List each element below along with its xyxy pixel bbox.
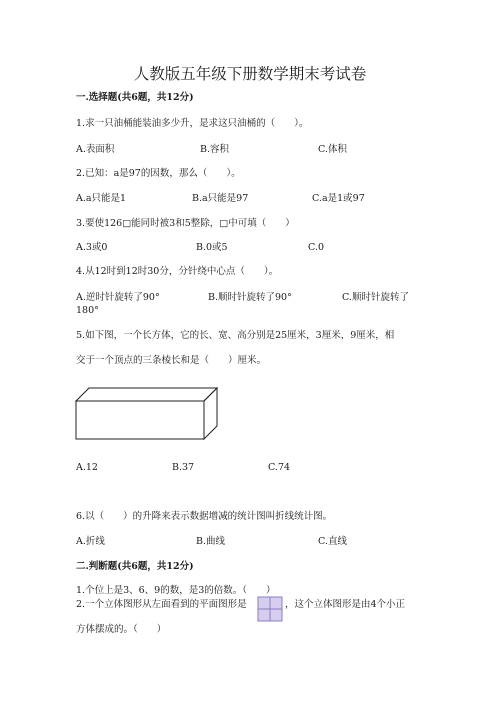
question-stem: 3.要使126□能同时被3和5整除，□中可填（ ） (76, 218, 295, 229)
option-a: A.表面积 (76, 144, 115, 155)
question-stem: 1.个位上是3、6、9的数，是3的倍数。（ ） (76, 585, 276, 596)
option-b: B.37 (172, 462, 195, 473)
question-stem: 2.一个立体图形从左面看到的平面图形是 (76, 599, 247, 610)
option-c-continued: 180° (76, 305, 99, 316)
cuboid-top-face (76, 388, 217, 401)
option-c: C.74 (268, 462, 291, 473)
option-c: C.a是1或97 (312, 193, 365, 204)
option-b: B.顺时针旋转了90° (208, 292, 292, 303)
left-view-grid-figure (257, 596, 283, 622)
option-a: A.12 (76, 462, 98, 473)
option-a: A.折线 (76, 536, 105, 547)
option-c: C.体积 (318, 144, 347, 155)
question-stem: 6.以（ ）的升降来表示数据增减的统计图叫折线统计图。 (76, 511, 333, 522)
question-stem-line2: 交于一个顶点的三条棱长和是（ ）厘米。 (76, 355, 267, 366)
option-a: A.a只能是1 (76, 193, 127, 204)
question-stem: 2.已知：a是97的因数，那么（ ）。 (76, 168, 241, 179)
section-heading-judgement: 二.判断题(共6题，共12分) (76, 561, 194, 572)
question-stem-continued: ，这个立体图形是由4个小正 (285, 599, 406, 610)
option-a: A.逆时针旋转了90° (76, 292, 160, 303)
section-heading-choice: 一.选择题(共6题，共12分) (76, 92, 194, 103)
cuboid-figure (70, 384, 220, 442)
cuboid-side-face (204, 388, 217, 439)
option-b: B.0或5 (196, 242, 228, 253)
page-title: 人教版五年级下册数学期末考试卷 (133, 65, 367, 83)
option-c: C.顺时针旋转了 (342, 292, 409, 303)
option-b: B.容积 (200, 144, 230, 155)
cuboid-front-face (76, 401, 204, 439)
question-stem: 1.求一只油桶能装油多少升，是求这只油桶的（ ）。 (76, 118, 309, 129)
question-stem-line2: 方体摆成的。（ ） (76, 624, 167, 635)
question-stem: 5.如下图，一个长方体，它的长、宽、高分别是25厘米，3厘米，9厘米，相 (76, 330, 395, 341)
option-c: C.直线 (318, 536, 347, 547)
question-stem: 4.从12时到12时30分，分针绕中心点（ ）。 (76, 266, 279, 277)
option-b: B.曲线 (196, 536, 226, 547)
option-a: A.3或0 (76, 242, 108, 253)
option-c: C.0 (308, 242, 324, 253)
option-b: B.a只能是97 (192, 193, 249, 204)
